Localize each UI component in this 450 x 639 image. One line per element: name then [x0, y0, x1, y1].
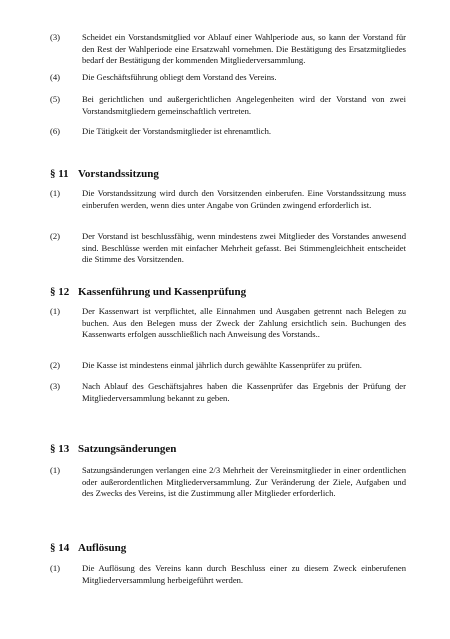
- paragraph-number: (2): [50, 231, 61, 241]
- paragraph-number: (1): [50, 306, 61, 316]
- paragraph-number: (1): [50, 465, 61, 475]
- paragraph-3: [50, 381, 406, 404]
- section-title: Kassenführung und Kassenprüfung: [78, 286, 247, 298]
- section-title: Auflösung: [78, 542, 127, 554]
- paragraph-number: (1): [50, 188, 61, 198]
- paragraph-number: (6): [50, 126, 61, 136]
- paragraph-2: [50, 360, 406, 372]
- paragraph-text: Die Vorstandssitzung wird durch den Vorsitzenden einberufen. Eine Vorstandssitzung muss einberufen werden, wenn dies unter Angabe von Gründen zwingend erforderlich ist.: [82, 188, 406, 210]
- paragraph-text: Bei gerichtlichen und außergerichtlichen Angelegenheiten wird der Vorstand von zwei Vorstandsmitgliedern gemeinschaftlich vertreten.: [82, 94, 406, 116]
- section-title: Vorstandssitzung: [78, 168, 159, 180]
- section-heading-14: [50, 541, 126, 555]
- section-number: § 11: [50, 168, 69, 180]
- paragraph-number: (1): [50, 563, 61, 573]
- section-number: § 14: [50, 542, 70, 554]
- paragraph-number: (2): [50, 360, 61, 370]
- paragraph-4: [50, 72, 406, 84]
- paragraph-text: Die Geschäftsführung obliegt dem Vorstand des Vereins.: [82, 72, 277, 82]
- paragraph-number: (4): [50, 72, 61, 82]
- section-heading-11: [50, 167, 159, 181]
- paragraph-text: Scheidet ein Vorstandsmitglied vor Ablauf einer Wahlperiode aus, so kann der Vorstand für den Rest der Wahlperiode eine Ersatzwahl vornehmen. Die Bestätigung des Ersatzmitgliedes bedarf der Bestätigung der kommenden Mitgliederversammlung.: [82, 32, 406, 65]
- paragraph-text: Die Tätigkeit der Vorstandsmitglieder ist ehrenamtlich.: [82, 126, 272, 136]
- paragraph-number: (5): [50, 94, 61, 104]
- paragraph-text: Der Kassenwart ist verpflichtet, alle Einnahmen und Ausgaben getrennt nach Belegen zu buchen. Aus den Belegen muss der Zweck der Zahlung ersichtlich sein. Buchungen des Kassenwarts erfolgen ausschließlich nach Anweisung des Vorstands..: [82, 306, 406, 339]
- section-heading-12: [50, 285, 246, 299]
- section-title: Satzungsänderungen: [78, 443, 177, 455]
- paragraph-3: [50, 32, 406, 67]
- paragraph-1: [50, 188, 406, 211]
- section-heading-13: [50, 442, 176, 456]
- section-number: § 13: [50, 443, 70, 455]
- paragraph-6: [50, 126, 406, 138]
- paragraph-1: [50, 465, 406, 500]
- paragraph-text: Nach Ablauf des Geschäftsjahres haben die Kassenprüfer das Ergebnis der Prüfung der Mitgliederversammlung bekannt zu geben.: [82, 381, 406, 403]
- paragraph-text: Die Auflösung des Vereins kann durch Beschluss einer zu diesem Zweck einberufenen Mitgliederversammlung herbeigeführt werden.: [82, 563, 406, 585]
- paragraph-1: [50, 563, 406, 586]
- paragraph-1: [50, 306, 406, 341]
- paragraph-2: [50, 231, 406, 266]
- paragraph-number: (3): [50, 381, 61, 391]
- section-number: § 12: [50, 286, 70, 298]
- paragraph-5: [50, 94, 406, 117]
- paragraph-text: Der Vorstand ist beschlussfähig, wenn mindestens zwei Mitglieder des Vorstandes anwesend sind. Beschlüsse werden mit einfacher Mehrheit gefasst. Bei Stimmengleichheit entscheidet die Stimme des Vorsitzenden.: [82, 231, 406, 264]
- paragraph-text: Satzungsänderungen verlangen eine 2/3 Mehrheit der Vereinsmitglieder in einer ordentlichen oder außerordentlichen Mitgliederversammlung. Zur Veränderung der Ziele, Aufgaben und des Zwecks des Vereins, ist die Zustimmung aller Mitglieder erforderlich.: [82, 465, 406, 498]
- paragraph-text: Die Kasse ist mindestens einmal jährlich durch gewählte Kassenprüfer zu prüfen.: [82, 360, 362, 370]
- paragraph-number: (3): [50, 32, 61, 42]
